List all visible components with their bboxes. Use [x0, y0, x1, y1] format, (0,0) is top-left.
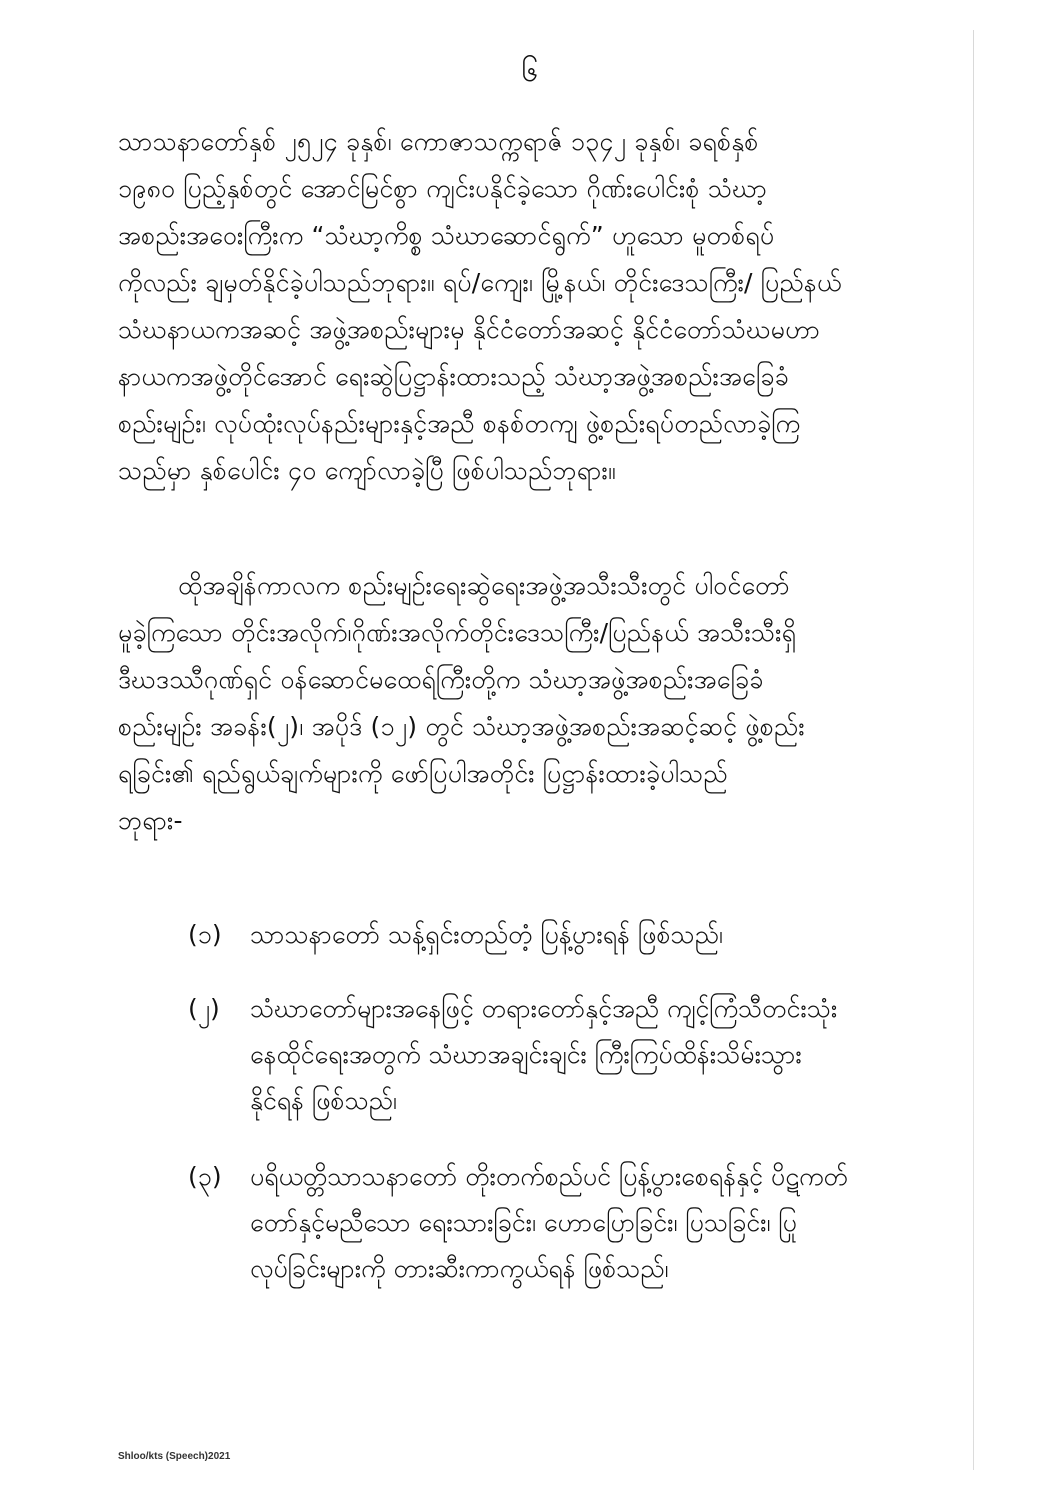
paragraph-line: စည်းမျဉ်း၊ လုပ်ထုံးလုပ်နည်းများနှင့်အညီ စနစ်တကျ ဖွဲ့စည်းရပ်တည်လာခဲ့ကြ	[118, 409, 801, 438]
paragraph-line: ထိုအချိန်ကာလက စည်းမျဉ်းရေးဆွဲရေးအဖွဲ့အသီးသီးတွင် ပါဝင်တော်	[178, 571, 790, 600]
list-item-number: (၃)	[188, 1162, 222, 1191]
paragraph-line: စည်းမျဉ်း အခန်း(၂)၊ အပိုဒ် (၁၂) တွင် သံဃာ့အဖွဲ့အစည်းအဆင့်ဆင့် ဖွဲ့စည်း	[118, 712, 805, 741]
paragraph-line: ရခြင်း၏ ရည်ရွယ်ချက်များကို ဖော်ပြပါအတိုင်း ပြဋ္ဌာန်းထားခဲ့ပါသည်	[118, 759, 728, 788]
list-item-line: နေထိုင်ရေးအတွက် သံဃာအချင်းချင်း ကြီးကြပ်ထိန်းသိမ်းသွား	[250, 1040, 802, 1069]
paragraph-line: ၁၉၈၀ ပြည့်နှစ်တွင် အောင်မြင်စွာ ကျင်းပနိုင်ခဲ့သော ဂိုဏ်းပေါင်းစုံ သံဃာ့	[118, 174, 768, 203]
list-item-number: (၁)	[188, 920, 222, 949]
paragraph-2	[118, 562, 998, 844]
paragraph-line: သည်မှာ နှစ်ပေါင်း ၄၀ ကျော်လာခဲ့ပြီ ဖြစ်ပါသည်ဘုရား။	[118, 456, 616, 485]
paragraph-line: မူခဲ့ကြသော တိုင်းအလိုက်၊ဂိုဏ်းအလိုက်တိုင်းဒေသကြီး/ပြည်နယ် အသီးသီးရှိ	[118, 618, 797, 647]
paragraph-line: သံဃနာယကအဆင့် အဖွဲ့အစည်းများမှ နိုင်ငံတော်အဆင့် နိုင်ငံတော်သံဃမဟာ	[118, 315, 821, 344]
list-item-line: နိုင်ရန် ဖြစ်သည်၊	[250, 1086, 397, 1115]
list-item-number: (၂)	[188, 994, 220, 1023]
paragraph-1	[118, 118, 998, 494]
paragraph-line: ကိုလည်း ချမှတ်နိုင်ခဲ့ပါသည်ဘုရား။ ရပ်/ကျေး၊ မြို့နယ်၊ တိုင်းဒေသကြီး/ ပြည်နယ်	[118, 268, 842, 297]
list-item-line: လုပ်ခြင်းများကို တားဆီးကာကွယ်ရန် ဖြစ်သည်၊	[250, 1254, 669, 1283]
list-item-line: သံဃာတော်များအနေဖြင့် တရားတော်နှင့်အညီ ကျင့်ကြံသီတင်းသုံး	[250, 994, 838, 1023]
paragraph-line: နာယကအဖွဲ့တိုင်အောင် ရေးဆွဲပြဋ္ဌာန်းထားသည့် သံဃာ့အဖွဲ့အစည်းအခြေခံ	[118, 362, 789, 391]
list-item-line: သာသနာတော် သန့်ရှင်းတည်တံ့ ပြန့်ပွားရန် ဖြစ်သည်၊	[250, 920, 723, 949]
list-item-line: တော်နှင့်မညီသော ရေးသားခြင်း၊ ဟောပြောခြင်း၊ ပြသခြင်း၊ ပြု	[250, 1208, 797, 1237]
paragraph-line: ဒီဃဒဿီဂုဏ်ရှင် ဝန်ဆောင်မထေရ်ကြီးတို့က သံဃာ့အဖွဲ့အစည်းအခြေခံ	[118, 665, 764, 694]
footer-reference: Shloo/kts (Speech)2021	[118, 1451, 231, 1462]
paragraph-line: အစည်းအဝေးကြီးက “သံဃာ့ကိစ္စ သံဃာဆောင်ရွက်” ဟူသော မူတစ်ရပ်	[118, 221, 775, 250]
page-number: ၆	[521, 54, 539, 89]
paragraph-line: သာသနာတော်နှစ် ၂၅၂၄ ခုနှစ်၊ ကောဇာသက္ကရာဇ် ၁၃၄၂ ခုနှစ်၊ ခရစ်နှစ်	[118, 127, 759, 156]
paragraph-line: ဘုရား-	[118, 806, 183, 835]
list-item-line: ပရိယတ္တိသာသနာတော် တိုးတက်စည်ပင် ပြန့်ပွားစေရန်နှင့် ပိဋကတ်	[250, 1162, 848, 1191]
